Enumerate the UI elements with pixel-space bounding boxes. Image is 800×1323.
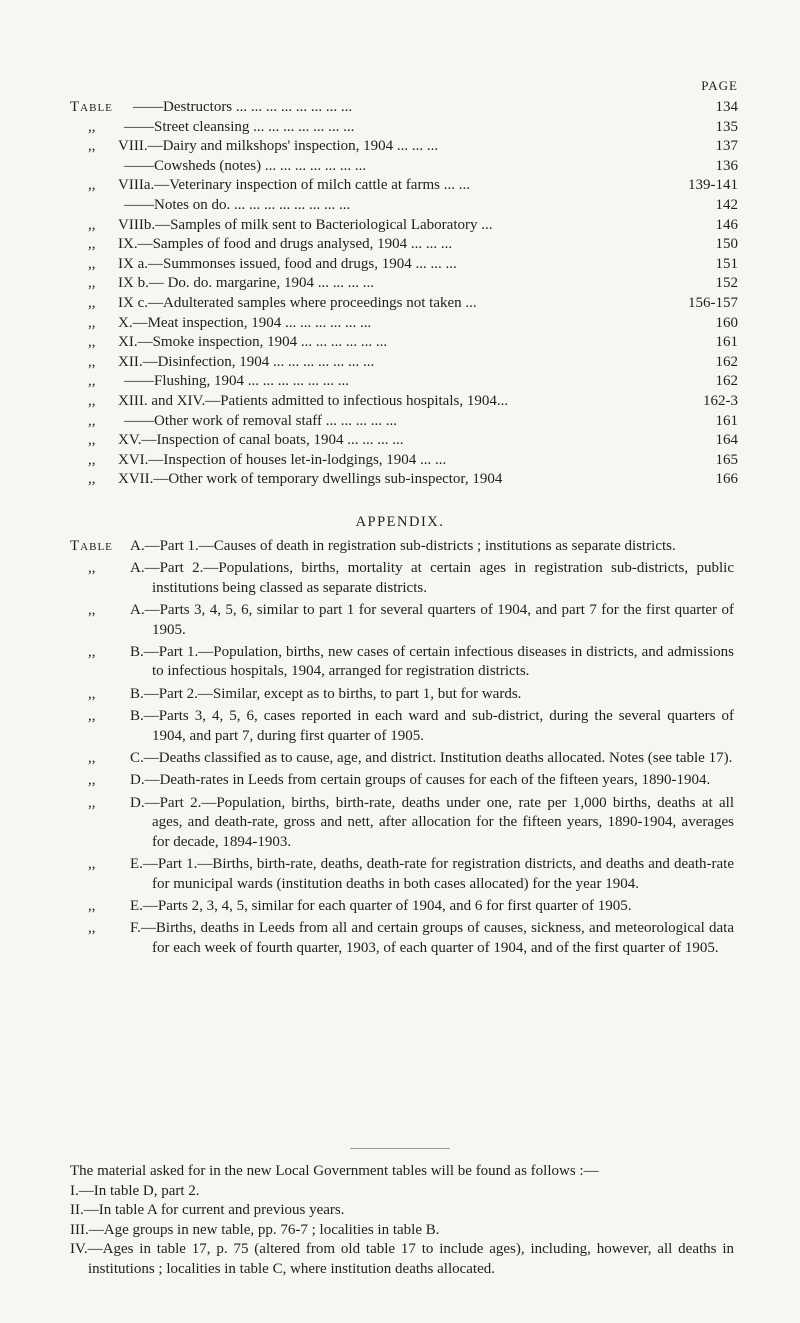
toc-row	[0, 137, 800, 157]
toc-page-number: 161	[715, 334, 738, 351]
toc-page-number: 161	[715, 412, 738, 429]
toc-page-number: 160	[715, 314, 738, 331]
toc-entry-text: VIII.—Dairy and milkshops' inspection, 1904 ... ... ...	[118, 138, 439, 155]
toc-row	[0, 118, 800, 138]
appendix-lead-label: Table	[70, 538, 113, 554]
appendix-ditto-mark: ,,	[88, 750, 96, 767]
appendix-entry	[70, 707, 734, 746]
toc-row	[0, 274, 800, 294]
appendix-entry-text: E.—Parts 2, 3, 4, 5, similar for each quarter of 1904, and 6 for first quarter of 1905.	[130, 897, 632, 914]
toc-entry-text: ——Other work of removal staff ... ... ... ... ...	[124, 412, 398, 429]
toc-page-number: 162	[715, 353, 738, 370]
toc-page-number: 136	[715, 157, 738, 174]
appendix-entry-text: F.—Births, deaths in Leeds from all and certain groups of causes, sickness, and meteorological data for each week of fourth quarter, 1903, of each quarter of 1904, and of the first quarter of 1905.	[130, 920, 734, 956]
appendix-entry-text: B.—Part 2.—Similar, except as to births, to part 1, but for wards.	[130, 685, 522, 702]
toc-entry-text: ——Cowsheds (notes) ... ... ... ... ... ... ...	[124, 157, 367, 174]
appendix-ditto-mark: ,,	[88, 644, 96, 661]
appendix-entry	[70, 559, 734, 598]
appendix-entry	[70, 855, 734, 894]
toc-ditto-mark: ,,	[88, 118, 96, 135]
appendix-entry-text: A.—Part 2.—Populations, births, mortality at certain ages in registration sub-districts, public institutions being classed as separate districts.	[130, 560, 734, 596]
toc-ditto-mark: ,,	[88, 471, 96, 488]
toc-entry-text: XI.—Smoke inspection, 1904 ... ... ... ... ... ...	[118, 334, 388, 351]
footer-intro: The material asked for in the new Local Government tables will be found as follows :—	[70, 1163, 599, 1179]
appendix-ditto-mark: ,,	[88, 685, 96, 702]
toc-page-number: 162	[715, 373, 738, 390]
footer-list-item: II.—In table A for current and previous years.	[70, 1202, 345, 1219]
page-column-heading: PAGE	[701, 78, 738, 93]
table-of-contents	[0, 98, 800, 490]
appendix-entry-text: D.—Part 2.—Population, births, birth-rate, deaths under one, rate per 1,000 births, deaths at all ages, and death-rate, gross and nett, after allocation for the fifteen years, 1890-1904, averages for decade, 1894-1903.	[130, 794, 734, 850]
toc-row	[0, 216, 800, 236]
toc-entry-text: IX b.— Do. do. margarine, 1904 ... ... ... ...	[118, 275, 374, 292]
appendix-ditto-mark: ,,	[88, 794, 96, 811]
toc-row	[0, 353, 800, 373]
toc-ditto-mark: ,,	[88, 451, 96, 468]
toc-page-number: 137	[715, 138, 738, 155]
footer-list-item: I.—In table D, part 2.	[70, 1182, 200, 1199]
toc-page-number: 134	[715, 99, 738, 115]
appendix-ditto-mark: ,,	[88, 560, 96, 577]
appendix-ditto-mark: ,,	[88, 920, 96, 937]
footer-list	[50, 1182, 734, 1280]
toc-entry-text: ——Flushing, 1904 ... ... ... ... ... ... ...	[124, 373, 350, 390]
toc-row	[0, 294, 800, 314]
toc-entry-text: VIIIb.—Samples of milk sent to Bacteriological Laboratory ...	[118, 216, 493, 233]
footer-list-item: III.—Age groups in new table, pp. 76-7 ; localities in table B.	[70, 1221, 440, 1238]
toc-ditto-mark: ,,	[88, 432, 96, 449]
appendix-ditto-mark: ,,	[88, 602, 96, 619]
toc-entry-text: XIII. and XIV.—Patients admitted to infectious hospitals, 1904...	[118, 392, 509, 409]
toc-row	[0, 98, 800, 118]
appendix-entry-text: A.—Parts 3, 4, 5, 6, similar to part 1 for several quarters of 1904, and part 7 for the first quarter of 1905.	[130, 602, 734, 638]
toc-entry-text: XII.—Disinfection, 1904 ... ... ... ... ... ... ...	[118, 353, 375, 370]
toc-row	[0, 176, 800, 196]
toc-page-number: 156-157	[688, 294, 738, 311]
toc-row	[0, 157, 800, 177]
section-divider	[350, 1148, 450, 1149]
toc-page-number: 135	[715, 118, 738, 135]
toc-entry-text: VIIIa.—Veterinary inspection of milch cattle at farms ... ...	[118, 177, 470, 194]
toc-page-number: 164	[715, 432, 738, 449]
toc-entry-text: ——Street cleansing ... ... ... ... ... ... ...	[124, 118, 355, 135]
toc-ditto-mark: ,,	[88, 294, 96, 311]
appendix-ditto-mark: ,,	[88, 708, 96, 725]
toc-page-number: 146	[715, 216, 738, 233]
toc-page-number: 162-3	[703, 392, 738, 409]
toc-ditto-mark: ,,	[88, 216, 96, 233]
toc-ditto-mark: ,,	[88, 275, 96, 292]
toc-row	[0, 412, 800, 432]
toc-row	[0, 470, 800, 490]
toc-page-number: 166	[715, 471, 738, 488]
toc-ditto-mark: ,,	[88, 177, 96, 194]
toc-row	[0, 196, 800, 216]
toc-entry-text: IX.—Samples of food and drugs analysed, 1904 ... ... ...	[118, 236, 453, 253]
appendix-entry	[70, 601, 734, 640]
appendix-entry-text: E.—Part 1.—Births, birth-rate, deaths, death-rate for registration districts, and deaths and death-rate for municipal wards (institution deaths in both cases allocated) for the year 1904.	[130, 856, 734, 892]
toc-entry-text: XVI.—Inspection of houses let-in-lodgings, 1904 ... ...	[118, 451, 447, 468]
toc-row	[0, 314, 800, 334]
appendix-entry	[70, 643, 734, 682]
appendix-title: APPENDIX.	[355, 514, 445, 530]
footer-list-item: IV.—Ages in table 17, p. 75 (altered from old table 17 to include ages), including, however, all deaths in institutions ; localities in table C, where institution deaths allocated.	[70, 1241, 734, 1277]
appendix-entry-text: B.—Parts 3, 4, 5, 6, cases reported in each ward and sub-district, during the several quarters of 1904, and part 7, during first quarter of 1905.	[130, 708, 734, 744]
toc-row	[0, 431, 800, 451]
appendix-entry-text: C.—Deaths classified as to cause, age, and district. Institution deaths allocated. Notes (see table 17).	[130, 750, 733, 767]
appendix-entry	[70, 685, 734, 704]
toc-entry-text: ——Notes on do. ... ... ... ... ... ... ... ...	[124, 196, 351, 213]
appendix-entry	[70, 749, 734, 768]
toc-row	[0, 392, 800, 412]
toc-page-number: 151	[715, 255, 738, 272]
footer-notes	[50, 1162, 734, 1280]
toc-page-number: 139-141	[688, 177, 738, 194]
appendix-list	[70, 537, 734, 961]
toc-page-number: 150	[715, 236, 738, 253]
appendix-entry	[70, 794, 734, 852]
toc-row	[0, 451, 800, 471]
toc-ditto-mark: ,,	[88, 353, 96, 370]
toc-row	[0, 333, 800, 353]
toc-ditto-mark: ,,	[88, 392, 96, 409]
appendix-entry-text: D.—Death-rates in Leeds from certain groups of causes for each of the fifteen years, 1890-1904.	[130, 772, 711, 789]
toc-entry-text: IX a.—Summonses issued, food and drugs, 1904 ... ... ...	[118, 255, 457, 272]
appendix-entry	[70, 771, 734, 790]
toc-ditto-mark: ,,	[88, 412, 96, 429]
appendix-entry	[70, 537, 734, 556]
appendix-ditto-mark: ,,	[88, 897, 96, 914]
toc-entry-text: ——Destructors ... ... ... ... ... ... ... ...	[133, 99, 353, 115]
toc-ditto-mark: ,,	[88, 138, 96, 155]
appendix-entry	[70, 919, 734, 958]
toc-entry-text: XV.—Inspection of canal boats, 1904 ... ... ... ...	[118, 432, 404, 449]
toc-ditto-mark: ,,	[88, 334, 96, 351]
toc-row	[0, 235, 800, 255]
toc-entry-text: XVII.—Other work of temporary dwellings sub-inspector, 1904	[118, 471, 503, 488]
toc-ditto-mark: ,,	[88, 255, 96, 272]
toc-ditto-mark: ,,	[88, 373, 96, 390]
toc-row	[0, 372, 800, 392]
appendix-entry-text: B.—Part 1.—Population, births, new cases of certain infectious diseases in districts, and admissions to infectious hospitals, 1904, arranged for registration districts.	[130, 644, 734, 680]
toc-page-number: 165	[715, 451, 738, 468]
toc-lead-label: Table	[70, 99, 113, 115]
appendix-ditto-mark: ,,	[88, 856, 96, 873]
toc-row	[0, 255, 800, 275]
toc-entry-text: IX c.—Adulterated samples where proceedings not taken ...	[118, 294, 477, 311]
toc-page-number: 152	[715, 275, 738, 292]
toc-ditto-mark: ,,	[88, 236, 96, 253]
toc-ditto-mark: ,,	[88, 314, 96, 331]
appendix-entry	[70, 897, 734, 916]
appendix-ditto-mark: ,,	[88, 772, 96, 789]
toc-page-number: 142	[715, 196, 738, 213]
toc-entry-text: X.—Meat inspection, 1904 ... ... ... ... ... ...	[118, 314, 372, 331]
appendix-entry-text: A.—Part 1.—Causes of death in registration sub-districts ; institutions as separate districts.	[130, 538, 676, 554]
